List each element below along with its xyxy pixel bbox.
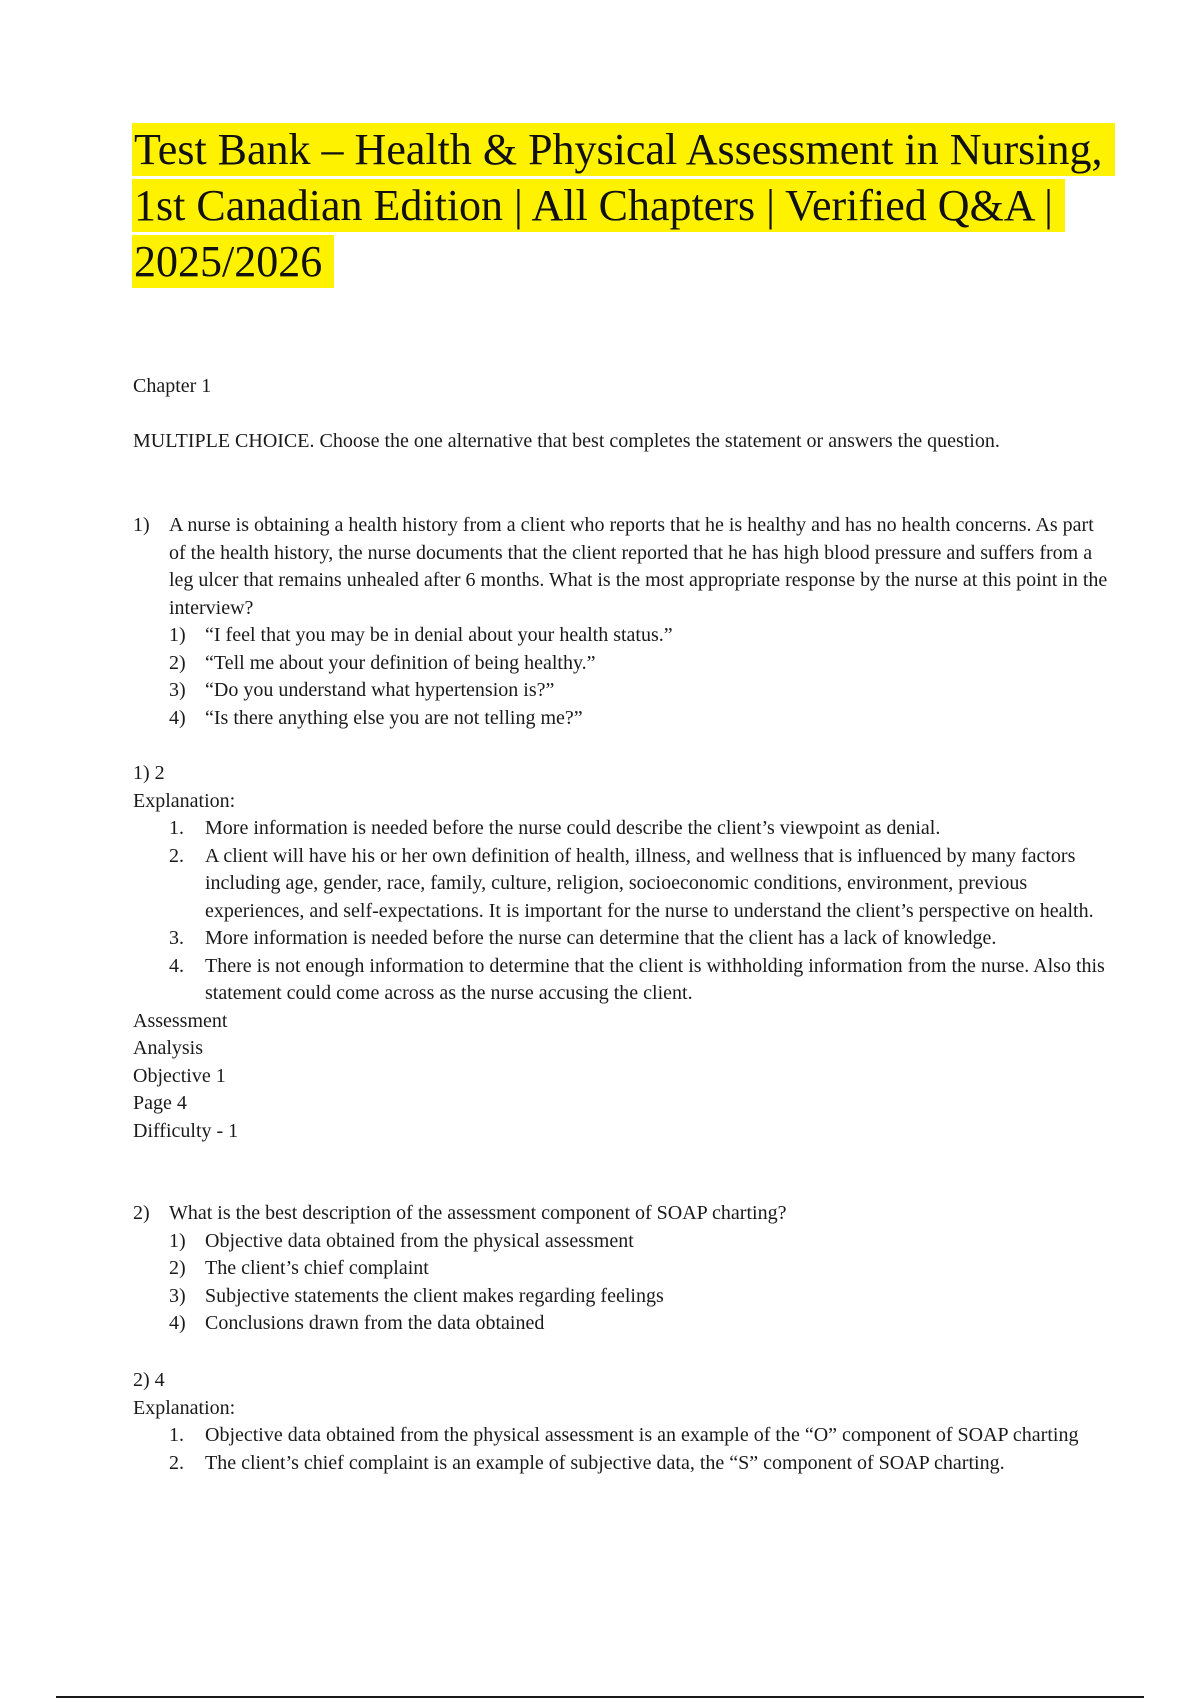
option-text: “Do you understand what hypertension is?”	[205, 679, 555, 701]
answer-1	[133, 760, 1113, 1145]
explanation-text: There is not enough information to determine that the client is withholding information from the nurse. Also this statement could come across as the nurse accusing the client.	[205, 954, 1105, 1004]
explanation-number: 1.	[169, 817, 184, 839]
option	[169, 1255, 1113, 1283]
explanation-label: Explanation:	[133, 1396, 236, 1419]
option-number: 1)	[169, 1229, 186, 1252]
option-number: 3)	[169, 679, 186, 701]
option	[169, 622, 1113, 650]
option-text: The client’s chief complaint	[205, 1257, 429, 1279]
explanation-item	[169, 953, 1113, 1008]
option	[169, 677, 1113, 705]
explanation-text: The client’s chief complaint is an example of subjective data, the “S” component of SOAP charting.	[205, 1451, 1005, 1474]
question-text: What is the best description of the assessment component of SOAP charting?	[169, 1202, 787, 1224]
question-number: 1)	[133, 514, 150, 536]
answer-options	[169, 1228, 1113, 1338]
question-number: 2)	[133, 1202, 150, 1224]
option-text: Conclusions drawn from the data obtained	[205, 1312, 545, 1334]
explanation-item	[169, 1450, 1113, 1478]
meta-page: Page 4	[133, 1092, 187, 1114]
answer-2	[133, 1367, 1113, 1477]
option	[169, 650, 1113, 678]
option	[169, 1283, 1113, 1311]
option	[169, 705, 1113, 733]
explanation-number: 4.	[169, 954, 184, 977]
option-number: 2)	[169, 651, 186, 674]
meta-objective: Objective 1	[133, 1064, 226, 1087]
option-number: 4)	[169, 706, 186, 729]
option-number: 3)	[169, 1284, 186, 1307]
explanation-item	[169, 925, 1113, 953]
question-metadata	[133, 1008, 1113, 1146]
meta-category: Assessment	[133, 1009, 228, 1032]
explanation-text: A client will have his or her own definition of health, illness, and wellness that is influenced by many factors including age, gender, race, family, culture, religion, socioeconomic conditions, environment, previous experiences, and self-expectations. It is important for the nurse to understand the client’s perspective on health.	[205, 844, 1094, 922]
option	[169, 1310, 1113, 1338]
chapter-heading: Chapter 1	[133, 375, 212, 397]
answer-key: 2) 4	[133, 1369, 165, 1391]
explanation-list	[169, 1422, 1113, 1477]
option-text: “I feel that you may be in denial about your health status.”	[205, 624, 673, 646]
meta-cognitive-level: Analysis	[133, 1037, 203, 1059]
explanation-number: 2.	[169, 1451, 184, 1474]
section-instructions: MULTIPLE CHOICE. Choose the one alternative that best completes the statement or answers the question.	[133, 430, 1000, 452]
option	[169, 1228, 1113, 1256]
explanation-number: 1.	[169, 1424, 184, 1446]
explanation-list	[169, 815, 1113, 1008]
explanation-number: 3.	[169, 927, 184, 949]
question-text: A nurse is obtaining a health history from a client who reports that he is healthy and has no health concerns. As part of the health history, the nurse documents that the client reported that he has high blood pressure and suffers from a leg ulcer that remains unhealed after 6 months. What is the most appropriate response by the nurse at this point in the interview?	[169, 514, 1108, 619]
question-1	[133, 512, 1113, 732]
title-highlight: Test Bank – Health & Physical Assessment in Nursing, 1st Canadian Edition | All Chapters | Verified Q&A | 2025/2026	[132, 123, 1115, 288]
option-text: “Is there anything else you are not telling me?”	[205, 706, 583, 729]
explanation-text: More information is needed before the nurse could describe the client’s viewpoint as denial.	[205, 817, 941, 839]
page-bottom-rule	[56, 1696, 1144, 1698]
option-text: Objective data obtained from the physical assessment	[205, 1229, 634, 1252]
option-text: “Tell me about your definition of being healthy.”	[205, 651, 596, 674]
question-2	[133, 1200, 1113, 1338]
option-number: 1)	[169, 624, 186, 646]
option-number: 4)	[169, 1312, 186, 1334]
option-number: 2)	[169, 1257, 186, 1279]
explanation-label: Explanation:	[133, 789, 236, 812]
option-text: Subjective statements the client makes regarding feelings	[205, 1284, 664, 1307]
document-title	[132, 122, 1132, 290]
explanation-text: More information is needed before the nurse can determine that the client has a lack of knowledge.	[205, 927, 997, 949]
explanation-text: Objective data obtained from the physical assessment is an example of the “O” component of SOAP charting	[205, 1424, 1079, 1446]
answer-key: 1) 2	[133, 762, 165, 784]
answer-options	[169, 622, 1113, 732]
explanation-number: 2.	[169, 844, 184, 867]
explanation-item	[169, 1422, 1113, 1450]
explanation-item	[169, 815, 1113, 843]
meta-difficulty: Difficulty - 1	[133, 1119, 239, 1142]
explanation-item	[169, 843, 1113, 926]
